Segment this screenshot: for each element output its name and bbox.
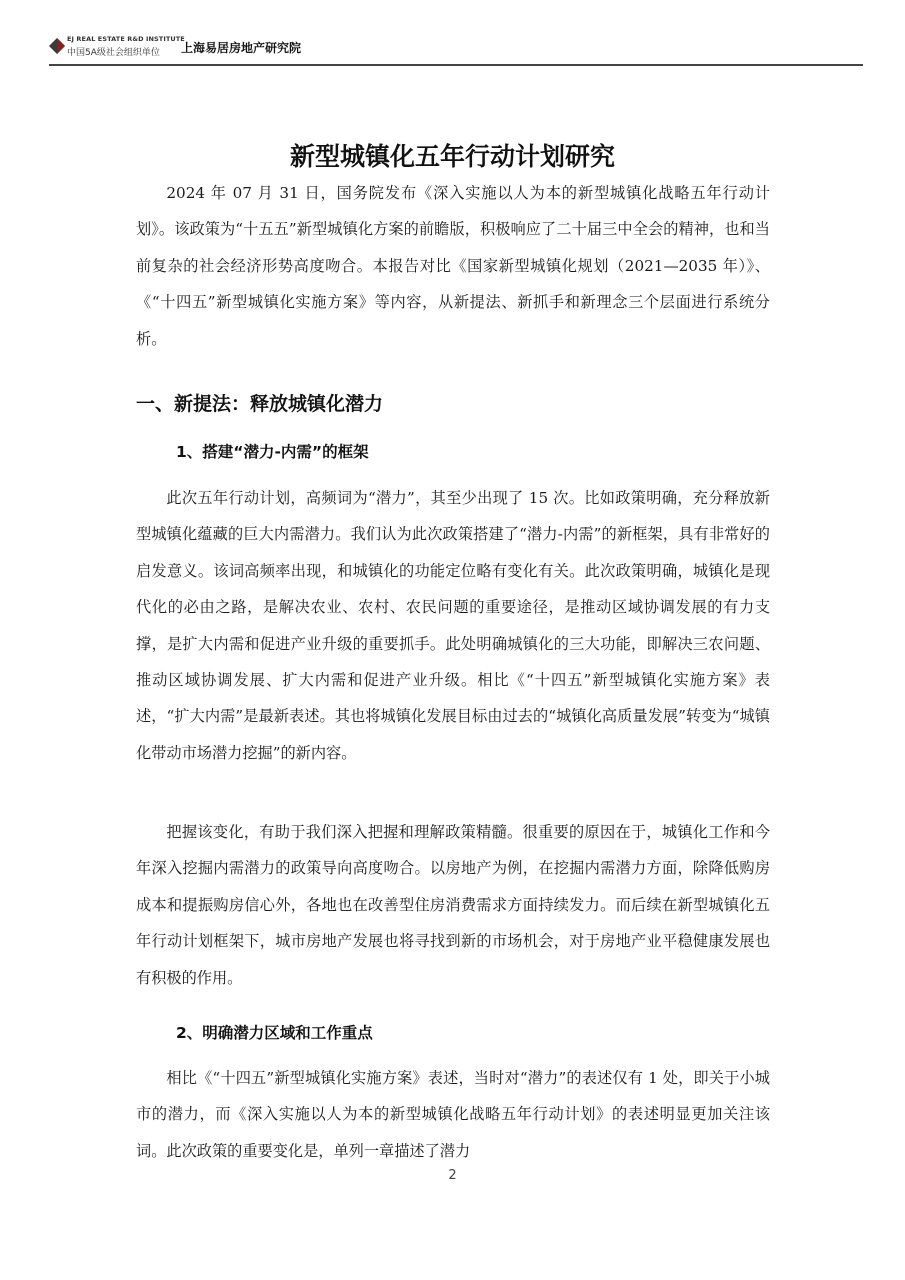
logo-text-en: EJ REAL ESTATE R&D INSTITUTE (67, 35, 185, 43)
subsection-1-heading: 1、搭建“潜力-内需”的框架 (176, 443, 369, 461)
logo-text-cn: 中国5A级社会组织单位 (67, 48, 160, 58)
page-header (49, 32, 863, 66)
subsection-2-paragraph-1: 相比《“十四五”新型城镇化实施方案》表述，当时对“潜力”的表述仅有 1 处，即关于小城市的潜力，而《深入实施以人为本的新型城镇化战略五年行动计划》的表述明显更加关注该词。此次政策的重要变化是，单列一章描述了潜力 (136, 1069, 770, 1160)
subsection-1-paragraph-1: 此次五年行动计划，高频词为“潜力”，其至少出现了 15 次。比如政策明确，充分释放新型城镇化蕴藏的巨大内需潜力。我们认为此次政策搭建了“潜力-内需”的新框架，具有非常好的启发意义。该词高频率出现，和城镇化的功能定位略有变化有关。此次政策明确，城镇化是现代化的必由之路，是解决农业、农村、农民问题的重要途径，是推动区域协调发展的有力支撑，是扩大内需和促进产业升级的重要抓手。此处明确城镇化的三大功能，即解决三农问题、推动区域协调发展、扩大内需和促进产业升级。相比《“十四五”新型城镇化实施方案》表述，“扩大内需”是最新表述。其也将城镇化发展目标由过去的“城镇化高质量发展”转变为“城镇化带动市场潜力挖掘”的新内容。 (136, 489, 770, 762)
section-1-heading: 一、新提法：释放城镇化潜力 (136, 393, 384, 415)
subsection-2-heading: 2、明确潜力区域和工作重点 (176, 1024, 373, 1042)
document-title: 新型城镇化五年行动计划研究 (289, 142, 615, 171)
header-divider (49, 64, 863, 66)
institute-logo-icon (49, 38, 65, 54)
page-number: 2 (448, 1168, 457, 1183)
subsection-1-paragraph-2: 把握该变化，有助于我们深入把握和理解政策精髓。很重要的原因在于，城镇化工作和今年深入挖掘内需潜力的政策导向高度吻合。以房地产为例，在挖掘内需潜力方面，除降低购房成本和提振购房信心外，各地也在改善型住房消费需求方面持续发力。而后续在新型城镇化五年行动计划框架下，城市房地产发展也将寻找到新的市场机会，对于房地产业平稳健康发展也有积极的作用。 (136, 823, 770, 987)
org-name: 上海易居房地产研究院 (181, 41, 302, 55)
intro-paragraph: 2024 年 07 月 31 日，国务院发布《深入实施以人为本的新型城镇化战略五年行动计划》。该政策为“十五五”新型城镇化方案的前瞻版，积极响应了二十届三中全会的精神，也和当前复杂的社会经济形势高度吻合。本报告对比《国家新型城镇化规划（2021—2035 年）》、《“十四五”新型城镇化实施方案》等内容，从新提法、新抓手和新理念三个层面进行系统分析。 (136, 184, 770, 348)
